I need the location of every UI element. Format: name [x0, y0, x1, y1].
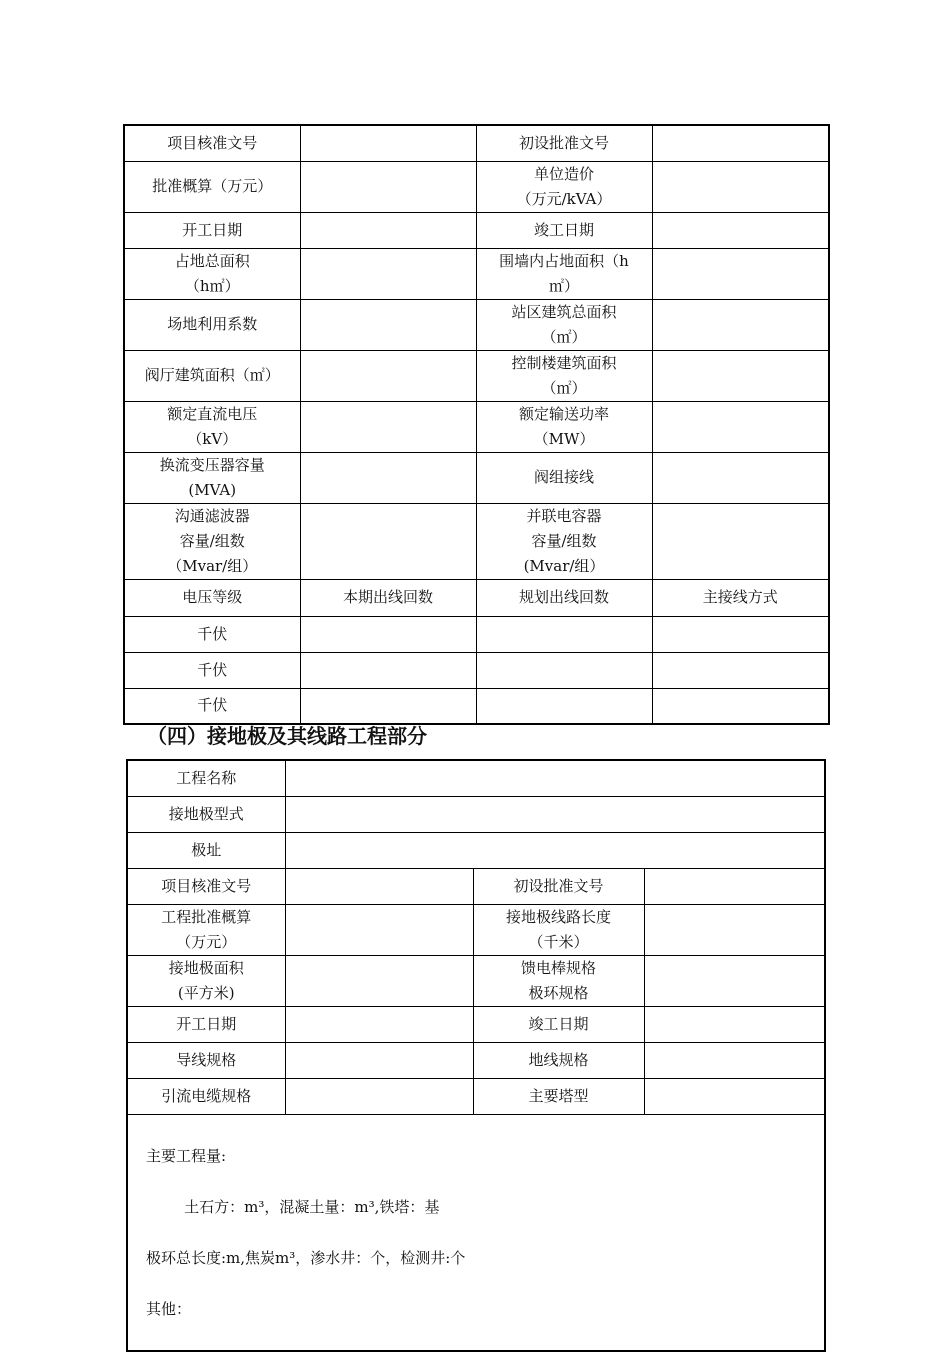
label-budget: 批准概算（万元）: [124, 161, 300, 212]
voltage-unit-label: 千伏: [124, 652, 300, 688]
value-cell[interactable]: [652, 125, 829, 161]
value-cell[interactable]: [652, 212, 829, 248]
value-cell[interactable]: [476, 688, 652, 724]
label-valve-wiring: 阀组接线: [476, 452, 652, 503]
value-cell[interactable]: [652, 616, 829, 652]
value-cell[interactable]: [300, 616, 476, 652]
label-tower-type: 主要塔型: [473, 1078, 644, 1114]
label-control-building-area: 控制楼建筑面积 （㎡）: [476, 350, 652, 401]
value-cell[interactable]: [644, 955, 825, 1006]
value-cell[interactable]: [285, 1078, 473, 1114]
value-cell[interactable]: [476, 616, 652, 652]
label-approval-no: 项目核准文号: [124, 125, 300, 161]
value-cell[interactable]: [644, 1006, 825, 1042]
label-total-area: 占地总面积 （h㎡）: [124, 248, 300, 299]
label-site-utilization: 场地利用系数: [124, 299, 300, 350]
label-start-date: 开工日期: [127, 1006, 285, 1042]
value-cell[interactable]: [652, 503, 829, 579]
value-cell[interactable]: [652, 652, 829, 688]
value-cell[interactable]: [652, 299, 829, 350]
voltage-unit-label: 千伏: [124, 616, 300, 652]
value-cell[interactable]: [652, 688, 829, 724]
value-cell[interactable]: [285, 832, 825, 868]
label-capacitor-capacity: 并联电容器 容量/组数 (Mvar/组）: [476, 503, 652, 579]
label-electrode-type: 接地极型式: [127, 796, 285, 832]
value-cell[interactable]: [644, 868, 825, 904]
value-cell[interactable]: [300, 299, 476, 350]
label-filter-capacity: 沟通滤波器 容量/组数 （Mvar/组）: [124, 503, 300, 579]
main-quantities[interactable]: [127, 1114, 825, 1351]
value-cell[interactable]: [652, 350, 829, 401]
label-feeder-spec: 馈电棒规格 极环规格: [473, 955, 644, 1006]
value-cell[interactable]: [300, 503, 476, 579]
value-cell[interactable]: [285, 796, 825, 832]
value-cell[interactable]: [300, 125, 476, 161]
value-cell[interactable]: [285, 1042, 473, 1078]
value-cell[interactable]: [644, 1078, 825, 1114]
label-project-name: 工程名称: [127, 760, 285, 796]
label-dc-voltage: 额定直流电压 （kV）: [124, 401, 300, 452]
value-cell[interactable]: [300, 161, 476, 212]
value-cell[interactable]: [300, 248, 476, 299]
value-cell[interactable]: [476, 652, 652, 688]
label-line-length: 接地极线路长度 （千米）: [473, 904, 644, 955]
header-voltage-level: 电压等级: [124, 579, 300, 616]
value-cell[interactable]: [285, 904, 473, 955]
label-conductor-spec: 导线规格: [127, 1042, 285, 1078]
label-start-date: 开工日期: [124, 212, 300, 248]
value-cell[interactable]: [652, 248, 829, 299]
label-approval-no: 项目核准文号: [127, 868, 285, 904]
value-cell[interactable]: [652, 401, 829, 452]
label-completion-date: 竣工日期: [473, 1006, 644, 1042]
notes-line-other: 其他：: [146, 1300, 192, 1318]
value-cell[interactable]: [652, 452, 829, 503]
value-cell[interactable]: [285, 955, 473, 1006]
value-cell[interactable]: [300, 652, 476, 688]
label-building-area: 站区建筑总面积 （㎡）: [476, 299, 652, 350]
label-site: 极址: [127, 832, 285, 868]
label-cable-spec: 引流电缆规格: [127, 1078, 285, 1114]
label-ground-wire-spec: 地线规格: [473, 1042, 644, 1078]
label-inner-area: 围墙内占地面积（h ㎡）: [476, 248, 652, 299]
label-valve-hall-area: 阀厅建筑面积（㎡）: [124, 350, 300, 401]
header-wiring-mode: 主接线方式: [652, 579, 829, 616]
value-cell[interactable]: [285, 1006, 473, 1042]
ground-electrode-table: [126, 759, 826, 1352]
notes-line-earthwork: 土石方：m³，混凝土量：m³,铁塔：基: [146, 1198, 440, 1216]
label-transformer-capacity: 换流变压器容量 (MVA): [124, 452, 300, 503]
value-cell[interactable]: [300, 688, 476, 724]
label-design-approval-no: 初设批准文号: [476, 125, 652, 161]
label-electrode-area: 接地极面积 (平方米): [127, 955, 285, 1006]
header-current-lines: 本期出线回数: [300, 579, 476, 616]
section-title: （四）接地极及其线路工程部分: [147, 724, 427, 748]
value-cell[interactable]: [285, 868, 473, 904]
label-design-approval-no: 初设批准文号: [473, 868, 644, 904]
notes-heading: 主要工程量:: [146, 1147, 227, 1165]
header-planned-lines: 规划出线回数: [476, 579, 652, 616]
label-transmission-power: 额定输送功率 （MW）: [476, 401, 652, 452]
label-budget: 工程批准概算 （万元）: [127, 904, 285, 955]
value-cell[interactable]: [300, 401, 476, 452]
value-cell[interactable]: [300, 452, 476, 503]
value-cell[interactable]: [300, 212, 476, 248]
label-unit-cost: 单位造价 （万元/kVA）: [476, 161, 652, 212]
converter-station-table: [123, 124, 830, 725]
notes-line-ring: 极环总长度:m,焦炭m³，渗水井：个，检测井:个: [146, 1249, 466, 1267]
voltage-unit-label: 千伏: [124, 688, 300, 724]
value-cell[interactable]: [300, 350, 476, 401]
value-cell[interactable]: [644, 904, 825, 955]
label-completion-date: 竣工日期: [476, 212, 652, 248]
value-cell[interactable]: [652, 161, 829, 212]
value-cell[interactable]: [644, 1042, 825, 1078]
value-cell[interactable]: [285, 760, 825, 796]
